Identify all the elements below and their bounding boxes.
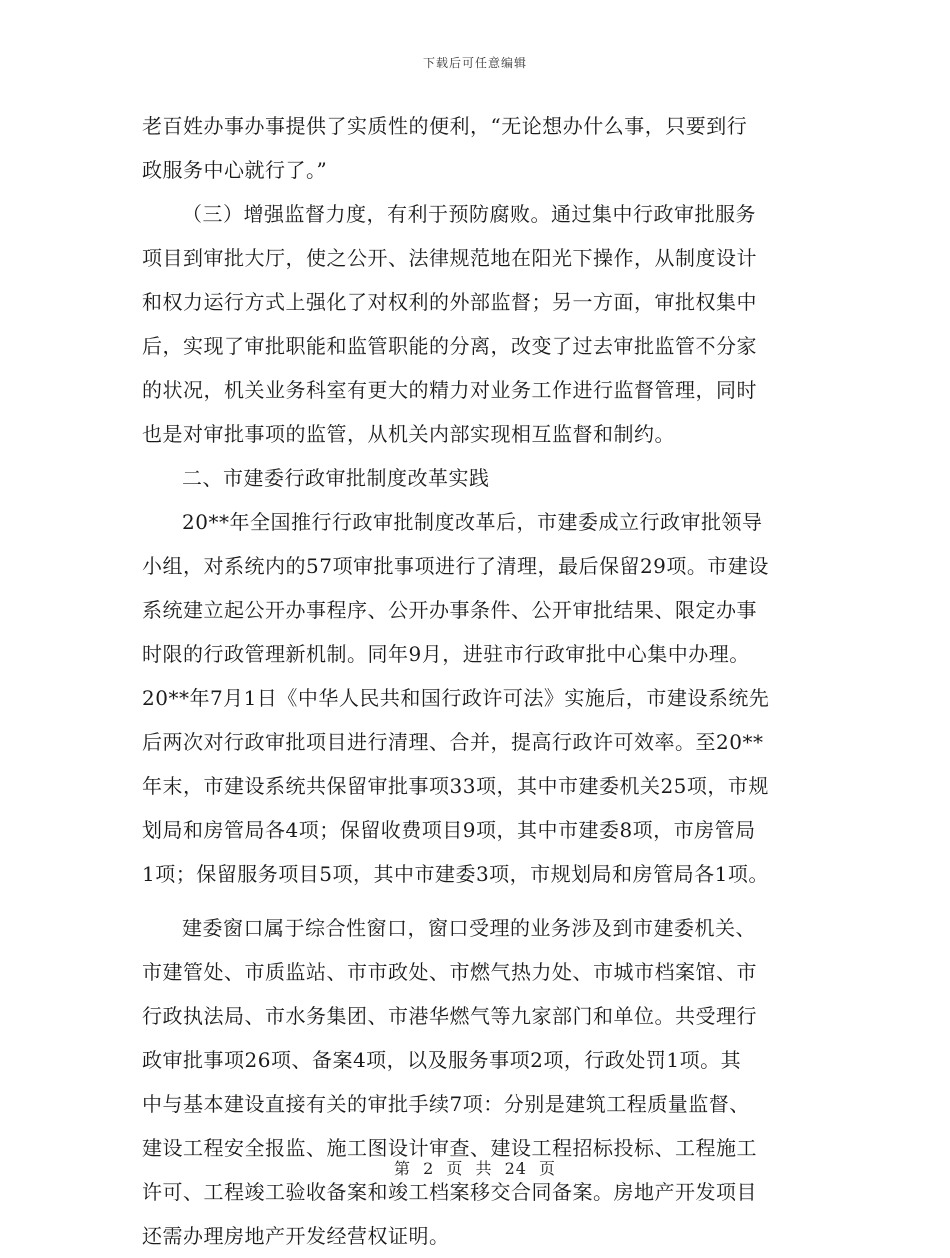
text-line: 和权力运行方式上强化了对权利的外部监督；另一方面，审批权集中 (142, 290, 757, 314)
paragraph-start-line: 20**年全国推行行政审批制度改革后，市建委成立行政审批领导 (182, 510, 763, 534)
text-line: 20**年7月1日《中华人民共和国行政许可法》实施后，市建设系统先 (142, 686, 770, 710)
text-line: 还需办理房地产开发经营权证明。 (142, 1224, 450, 1248)
current-page-number: 2 (423, 1159, 435, 1178)
text-line: 许可、工程竣工验收备案和竣工档案移交合同备案。房地产开发项目 (142, 1180, 757, 1204)
text-line: 的状况，机关业务科室有更大的精力对业务工作进行监督管理，同时 (142, 378, 757, 402)
text-line: 市建管处、市质监站、市市政处、市燃气热力处、市城市档案馆、市 (142, 960, 757, 984)
text-line: 划局和房管局各4项；保留收费项目9项，其中市建委8项，市房管局 (142, 818, 756, 842)
page-header: 下载后可任意编辑 (422, 56, 527, 70)
paragraph-start-line: （三）增强监督力度，有利于预防腐败。通过集中行政审批服务 (182, 202, 756, 226)
footer-gong: 共 (475, 1159, 493, 1178)
section-heading: 二、市建委行政审批制度改革实践 (182, 466, 490, 490)
text-line: 建设工程安全报监、施工图设计审查、建设工程招标投标、工程施工 (142, 1136, 757, 1160)
page-footer (0, 1156, 950, 1179)
text-line: 年末，市建设系统共保留审批事项33项，其中市建委机关25项，市规 (142, 774, 769, 798)
footer-ye-end: 页 (539, 1159, 557, 1178)
text-line: 政服务中心就行了。” (142, 158, 328, 182)
text-line: 中与基本建设直接有关的审批手续7项：分别是建筑工程质量监督、 (142, 1092, 750, 1116)
text-line: 小组，对系统内的57项审批事项进行了清理，最后保留29项。市建设 (142, 554, 769, 578)
text-line: 后，实现了审批职能和监管职能的分离，改变了过去审批监管不分家 (142, 334, 757, 358)
text-line: 也是对审批事项的监管，从机关内部实现相互监督和制约。 (142, 422, 675, 446)
document-body (142, 104, 817, 1258)
text-line: 1项；保留服务项目5项，其中市建委3项，市规划局和房管局各1项。 (142, 862, 769, 886)
total-page-count: 24 (504, 1159, 527, 1178)
text-line: 后两次对行政审批项目进行清理、合并，提高行政许可效率。至20** (142, 730, 764, 754)
text-line: 项目到审批大厅，使之公开、法律规范地在阳光下操作，从制度设计 (142, 246, 757, 270)
paragraph-start-line: 建委窗口属于综合性窗口，窗口受理的业务涉及到市建委机关、 (182, 916, 756, 940)
text-line: 政审批事项26项、备案4项，以及服务事项2项，行政处罚1项。其 (142, 1048, 742, 1072)
footer-di: 第 (393, 1159, 411, 1178)
footer-ye: 页 (446, 1159, 464, 1178)
text-line: 老百姓办事办事提供了实质性的便利，“无论想办什么事，只要到行 (142, 114, 748, 138)
text-line: 行政执法局、市水务集团、市港华燃气等九家部门和单位。共受理行 (142, 1004, 757, 1028)
text-line: 时限的行政管理新机制。同年9月，进驻市行政审批中心集中办理。 (142, 642, 750, 666)
text-line: 系统建立起公开办事程序、公开办事条件、公开审批结果、限定办事 (142, 598, 757, 622)
